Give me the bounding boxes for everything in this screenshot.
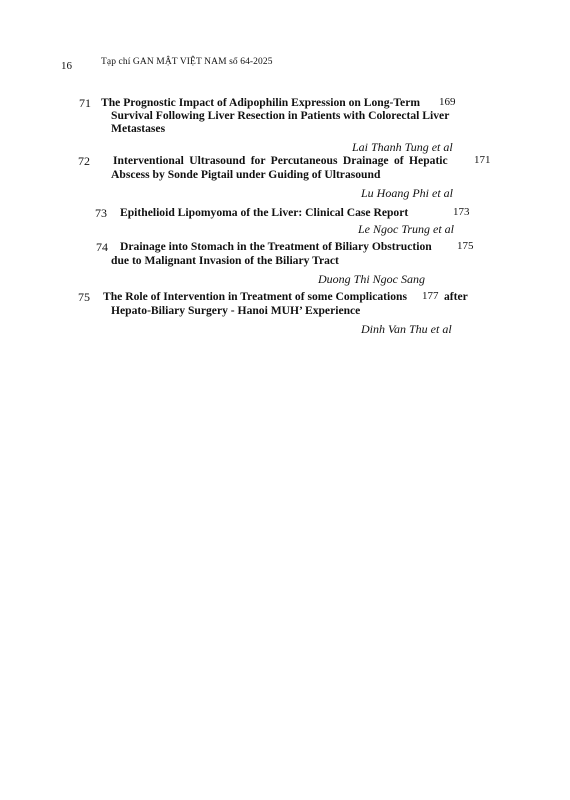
entry-title-line[interactable]: Interventional Ultrasound for Percutaneous Drainage of Hepatic — [113, 154, 448, 167]
entry-author: Lai Thanh Tung et al — [352, 140, 453, 154]
entry-number: 71 — [79, 96, 91, 110]
entry-page[interactable]: 171 — [474, 154, 491, 166]
entry-author: Duong Thi Ngoc Sang — [318, 272, 426, 286]
entry-title-line[interactable]: after — [444, 290, 468, 303]
entry-author: Dinh Van Thu et al — [361, 322, 452, 336]
entry-title-line[interactable]: due to Malignant Invasion of the Biliary Tract — [111, 254, 339, 267]
entry-number: 74 — [96, 240, 108, 254]
entry-page[interactable]: 177 — [422, 290, 439, 302]
entry-page[interactable]: 169 — [439, 96, 456, 108]
entry-page[interactable]: 173 — [453, 206, 470, 218]
entry-title-line[interactable]: Metastases — [111, 122, 166, 135]
entry-title-line[interactable]: Survival Following Liver Resection in Patients with Colorectal Liver — [111, 109, 450, 122]
entry-title-line[interactable]: Epithelioid Lipomyoma of the Liver: Clinical Case Report — [120, 206, 409, 219]
entry-author: Le Ngoc Trung et al — [358, 222, 455, 236]
entry-number: 72 — [78, 154, 90, 168]
entry-title-line[interactable]: The Prognostic Impact of Adipophilin Expression on Long-Term — [101, 96, 420, 109]
entry-title-line[interactable]: Drainage into Stomach in the Treatment of Biliary Obstruction — [120, 240, 432, 253]
page-number: 16 — [61, 60, 72, 72]
entry-author: Lu Hoang Phi et al — [361, 186, 453, 200]
journal-header: Tạp chí GAN MẬT VIỆT NAM số 64-2025 — [101, 57, 273, 67]
entry-title-line[interactable]: The Role of Intervention in Treatment of some Complications — [103, 290, 407, 303]
entry-number: 73 — [95, 206, 107, 220]
entry-title-line[interactable]: Hepato-Biliary Surgery - Hanoi MUH’ Experience — [111, 304, 361, 317]
entry-title-line[interactable]: Abscess by Sonde Pigtail under Guiding of Ultrasound — [111, 168, 381, 181]
entry-page[interactable]: 175 — [457, 240, 474, 252]
entry-number: 75 — [78, 290, 90, 304]
